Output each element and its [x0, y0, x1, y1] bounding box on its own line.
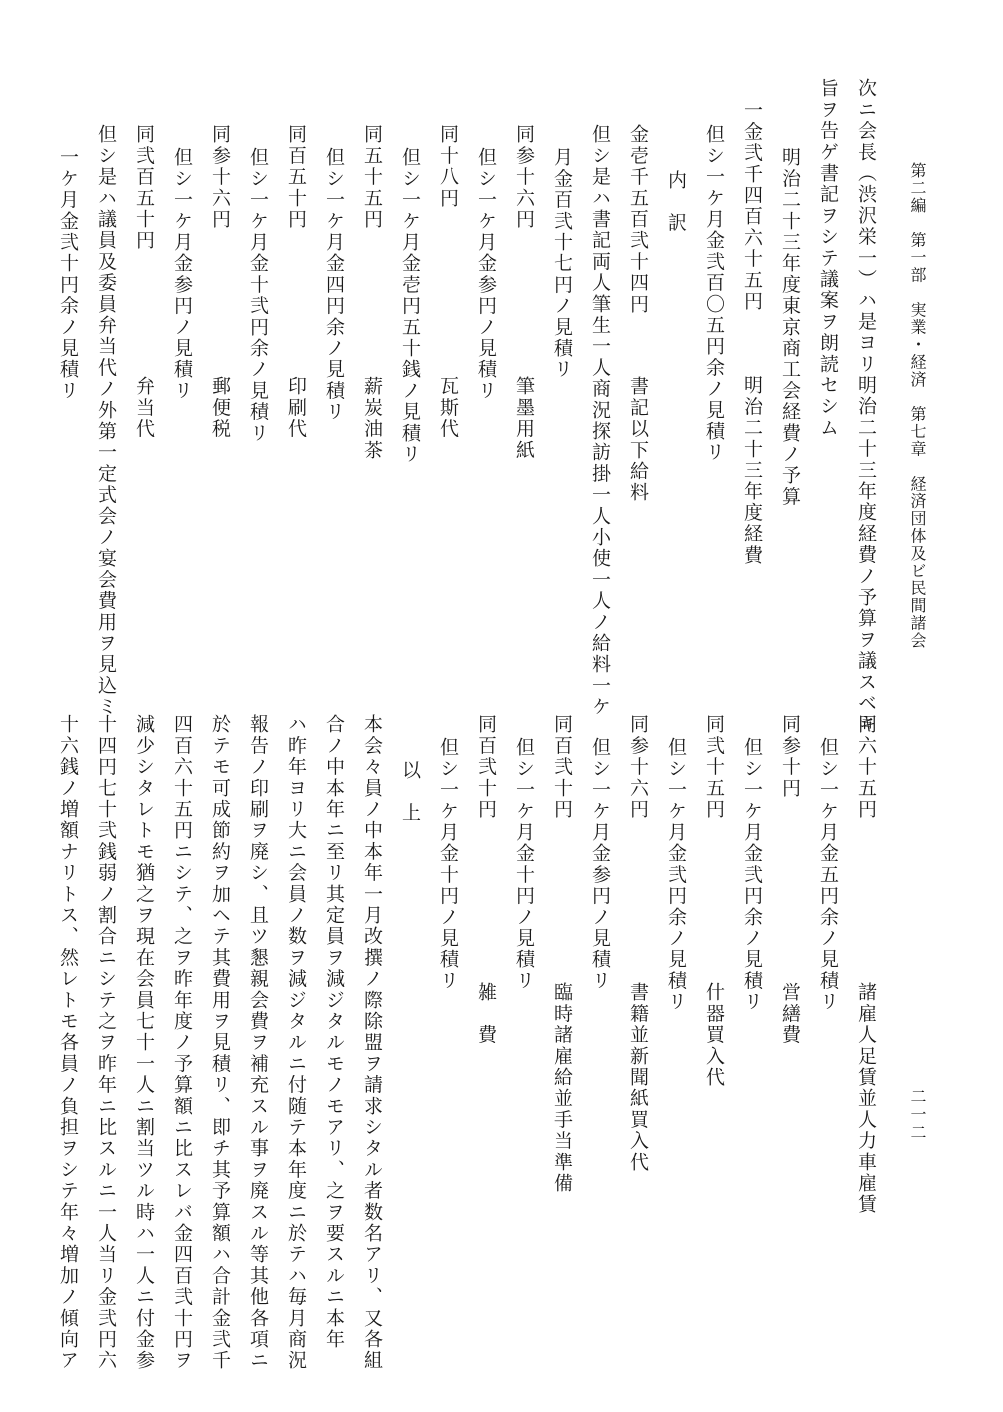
text-line: 印刷代: [285, 376, 307, 440]
text-line: 諸雇人足賃並人力車雇賃: [855, 982, 877, 1216]
text-line: 営繕費: [779, 982, 801, 1046]
text-line: 但シ一ケ月金参円ノ見積リ: [171, 147, 193, 402]
text-line: 但シ一ケ月金壱円五十銭ノ見積リ: [399, 147, 421, 465]
text-line: 但シ一ケ月金十弐円余ノ見積リ: [247, 147, 269, 444]
paragraph-line: 合ノ中本年ニ至リ其定員ヲ減ジタルモノモアリ、之ヲ要スルニ本年: [323, 714, 345, 1350]
text-line: 但シ一ケ月金弐百〇五円余ノ見積リ: [703, 124, 725, 464]
paragraph-line: ハ昨年ヨリ大ニ会員ノ数ヲ減ジタルニ付随テ本年度ニ於テハ毎月商況: [285, 714, 307, 1372]
text-line: 但シ是ハ書記両人筆生一人商況探訪掛一人小使一人ノ給料一ケ: [589, 124, 611, 718]
text-line: 同参十六円: [513, 124, 535, 230]
text-line: 金壱千五百弐十四円: [627, 124, 649, 315]
text-line: 什器買入代: [703, 982, 725, 1088]
text-line: 但シ一ケ月金五円余ノ見積リ: [817, 737, 839, 1013]
paragraph-line: 減少シタレトモ猶之ヲ現在会員七十一人ニ割当ツル時ハ一人ニ付金参: [133, 714, 155, 1372]
text-line: 同弐百五十円: [133, 124, 155, 252]
paragraph-line: 十六銭ノ増額ナリトス、然レトモ各員ノ負担ヲシテ年々増加ノ傾向ア: [57, 714, 79, 1372]
text-line: 弁当代: [133, 376, 155, 440]
paragraph-line: 四百六十五円ニシテ、之ヲ昨年度ノ予算額ニ比スレバ金四百弐十円ヲ: [171, 714, 193, 1372]
text-line: 薪炭油茶: [361, 376, 383, 461]
text-line: 同弐十五円: [703, 714, 725, 820]
text-line: 一金弐千四百六十五円: [741, 100, 763, 312]
text-line: 同百五十円: [285, 124, 307, 230]
text-line: 但シ是ハ議員及委員弁当代ノ外第一定式会ノ宴会費用ヲ見込ミ: [95, 124, 117, 718]
text-line: 書記以下給料: [627, 376, 649, 504]
text-line: 同十八円: [437, 124, 459, 209]
text-line: 同参十円: [779, 714, 801, 799]
text-line: 旨ヲ告ゲ書記ヲシテ議案ヲ朗読セシム: [817, 78, 839, 439]
text-line: 雑 費: [475, 982, 497, 1046]
text-line: 筆墨用紙: [513, 376, 535, 461]
text-line: 但シ一ケ月金弐円余ノ見積リ: [665, 737, 687, 1013]
text-line: 月金百弐十七円ノ見積リ: [551, 147, 573, 381]
text-line: 明治二十三年度経費: [741, 375, 763, 566]
paragraph-line: 報告ノ印刷ヲ廃シ、且ツ懇親会費ヲ補充スル事ヲ廃スル等其他各項ニ: [247, 714, 269, 1372]
closing-mark: 以 上: [399, 760, 421, 824]
text-line: 明治二十三年度東京商工会経費ノ予算: [779, 147, 801, 508]
text-line: 郵便税: [209, 376, 231, 440]
text-line: 書籍並新聞紙買入代: [627, 982, 649, 1173]
page-number: 二一二: [908, 1088, 927, 1142]
text-line: 同参十六円: [209, 124, 231, 230]
text-line: 同六十五円: [855, 714, 877, 820]
paragraph-line: 本会々員ノ中本年一月改撰ノ際除盟ヲ請求シタル者数名アリ、又各組: [361, 714, 383, 1372]
text-line: 同参十六円: [627, 714, 649, 820]
section-heading: 内 訳: [665, 170, 687, 234]
text-line: 同五十五円: [361, 124, 383, 230]
running-header: 第二編 第一部 実業・経済 第七章 経済団体及ビ民間諸会: [908, 162, 927, 650]
paragraph-line: 於テモ可成節約ヲ加ヘテ其費用ヲ見積リ、即チ其予算額ハ合計金弐千: [209, 714, 231, 1372]
text-line: 但シ一ケ月金十円ノ見積リ: [513, 737, 535, 992]
text-line: 但シ一ケ月金十円ノ見積リ: [437, 737, 459, 992]
text-line: 瓦斯代: [437, 376, 459, 440]
paragraph-line: 十四円七十弐銭弱ノ割合ニシテ之ヲ昨年ニ比スルニ一人当リ金弐円六: [95, 714, 117, 1372]
text-line: 但シ一ケ月金四円余ノ見積リ: [323, 147, 345, 423]
text-line: 臨時諸雇給並手当準備: [551, 982, 573, 1194]
text-line: 同百弐十円: [475, 714, 497, 820]
text-line: 次ニ会長（渋沢栄一）ハ是ヨリ明治二十三年度経費ノ予算ヲ議スベキ: [855, 78, 877, 736]
text-line: 一ケ月金弐十円余ノ見積リ: [57, 147, 79, 402]
text-line: 但シ一ケ月金弐円余ノ見積リ: [741, 737, 763, 1013]
text-line: 但シ一ケ月金参円ノ見積リ: [475, 147, 497, 402]
text-line: 但シ一ケ月金参円ノ見積リ: [589, 737, 611, 992]
text-line: 同百弐十円: [551, 714, 573, 820]
